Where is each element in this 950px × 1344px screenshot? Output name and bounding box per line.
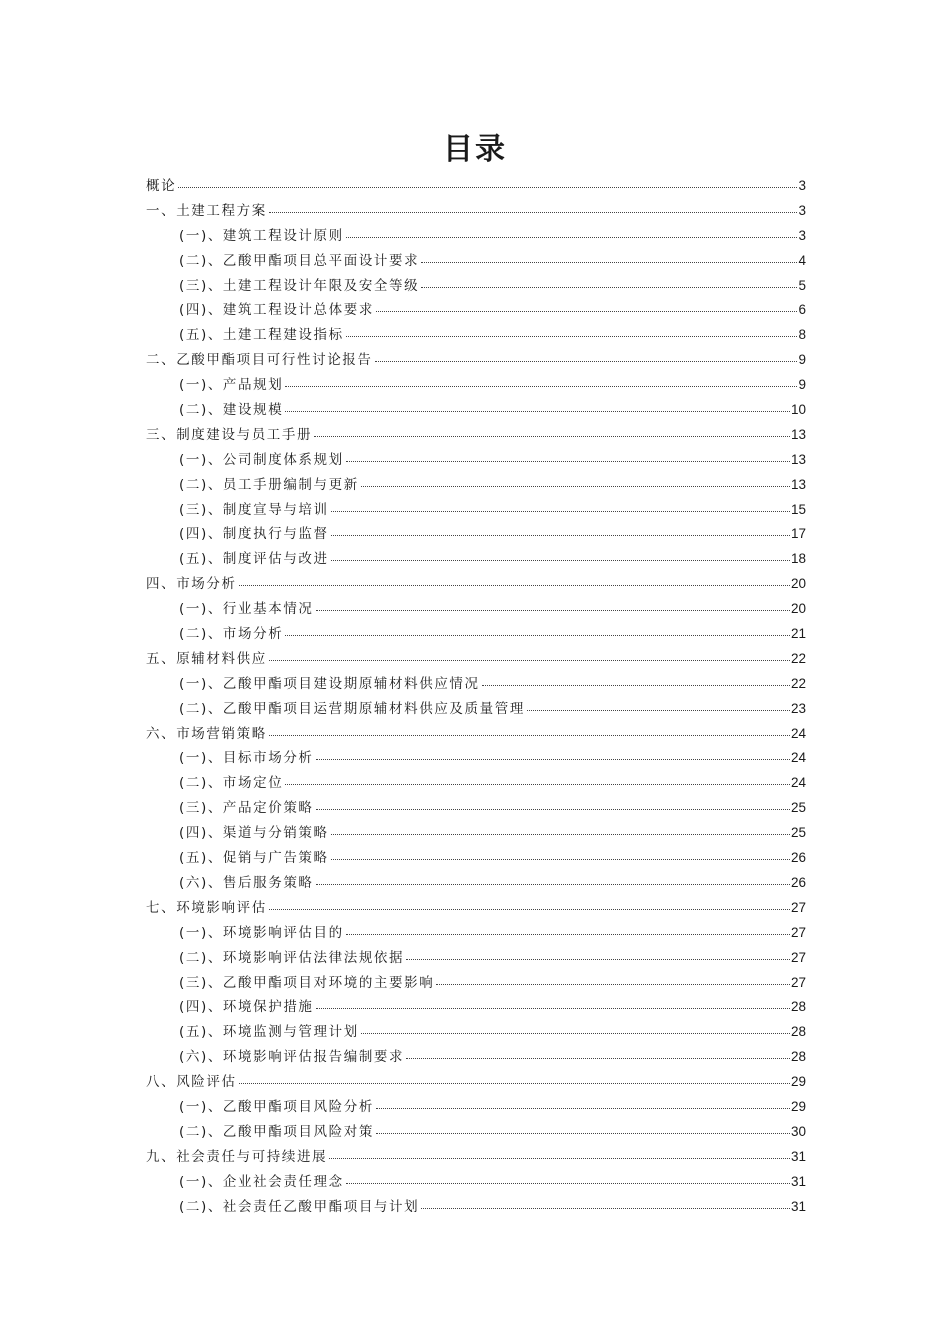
dot-leader xyxy=(376,310,798,312)
toc-entry-section[interactable] xyxy=(146,946,806,971)
toc-entry-page-number: 6 xyxy=(798,302,806,318)
dot-leader xyxy=(346,460,790,462)
dot-leader xyxy=(421,261,797,263)
dot-leader xyxy=(316,808,790,810)
dot-leader xyxy=(331,833,790,835)
toc-entry-section[interactable] xyxy=(146,672,806,697)
dot-leader xyxy=(239,1082,790,1084)
toc-entry-label: 三、制度建设与员工手册 xyxy=(146,426,313,443)
toc-entry-section[interactable] xyxy=(146,323,806,348)
toc-entry-label: 二、乙酸甲酯项目可行性讨论报告 xyxy=(146,352,373,369)
toc-entry-section[interactable] xyxy=(146,448,806,473)
toc-entry-page-number: 9 xyxy=(798,352,806,368)
toc-entry-chapter[interactable] xyxy=(146,896,806,921)
toc-entry-label: 五、原辅材料供应 xyxy=(146,650,267,667)
toc-entry-page-number: 20 xyxy=(790,576,806,592)
dot-leader xyxy=(331,559,790,561)
toc-entry-page-number: 17 xyxy=(790,526,806,542)
toc-entry-page-number: 26 xyxy=(790,850,806,866)
toc-entry-section[interactable] xyxy=(146,995,806,1020)
toc-entry-page-number: 27 xyxy=(790,899,806,915)
toc-entry-section[interactable] xyxy=(146,249,806,274)
dot-leader xyxy=(331,510,790,512)
toc-entry-page-number: 27 xyxy=(790,974,806,990)
toc-entry-page-number: 3 xyxy=(798,202,806,218)
toc-entry-section[interactable] xyxy=(146,1095,806,1120)
toc-entry-label: (五)、促销与广告策略 xyxy=(179,850,329,867)
toc-entry-label: 概论 xyxy=(146,178,177,194)
toc-entry-page-number: 24 xyxy=(790,775,806,791)
toc-entry-section[interactable] xyxy=(146,473,806,498)
toc-entry-chapter[interactable] xyxy=(146,423,806,448)
toc-entry-page-number: 27 xyxy=(790,924,806,940)
toc-entry-page-number: 4 xyxy=(798,252,806,268)
toc-entry-label: 七、环境影响评估 xyxy=(146,899,267,916)
toc-entry-label: (一)、乙酸甲酯项目风险分析 xyxy=(179,1098,374,1115)
dot-leader xyxy=(285,410,790,412)
toc-entry-page-number: 29 xyxy=(790,1098,806,1114)
toc-entry-label: (一)、行业基本情况 xyxy=(179,601,314,618)
toc-entry-page-number: 24 xyxy=(790,725,806,741)
toc-entry-section[interactable] xyxy=(146,597,806,622)
toc-entry-section[interactable] xyxy=(146,796,806,821)
dot-leader xyxy=(421,1207,790,1209)
toc-entry-section[interactable] xyxy=(146,274,806,299)
toc-entry-page-number: 5 xyxy=(798,277,806,293)
dot-leader xyxy=(346,933,790,935)
dot-leader xyxy=(331,534,790,536)
dot-leader xyxy=(178,186,797,188)
toc-entry-label: (六)、售后服务策略 xyxy=(179,874,314,891)
toc-entry-label: (四)、环境保护措施 xyxy=(179,999,314,1016)
dot-leader xyxy=(314,435,790,437)
dot-leader xyxy=(285,634,790,636)
toc-entry-page-number: 13 xyxy=(790,451,806,467)
toc-entry-label: (五)、环境监测与管理计划 xyxy=(179,1024,359,1041)
toc-entry-section[interactable] xyxy=(146,1195,806,1220)
dot-leader xyxy=(361,485,790,487)
toc-entry-page-number: 28 xyxy=(790,1024,806,1040)
dot-leader xyxy=(376,1132,790,1134)
dot-leader xyxy=(269,211,798,213)
toc-entry-section[interactable] xyxy=(146,921,806,946)
toc-entry-section[interactable] xyxy=(146,871,806,896)
toc-entry-label: (二)、社会责任乙酸甲酯项目与计划 xyxy=(179,1198,420,1215)
toc-entry-label: 九、社会责任与可持续进展 xyxy=(146,1148,328,1165)
toc-entry-label: 四、市场分析 xyxy=(146,576,237,593)
dot-leader xyxy=(376,1107,790,1109)
toc-entry-label: (一)、企业社会责任理念 xyxy=(179,1173,344,1190)
toc-entry-section[interactable] xyxy=(146,373,806,398)
toc-entry-page-number: 20 xyxy=(790,601,806,617)
toc-entry-page-number: 8 xyxy=(798,327,806,343)
toc-entry-page-number: 18 xyxy=(790,551,806,567)
dot-leader xyxy=(269,659,790,661)
dot-leader xyxy=(316,1007,790,1009)
dot-leader xyxy=(331,858,790,860)
toc-entry-section[interactable] xyxy=(146,298,806,323)
toc-entry-label: 六、市场营销策略 xyxy=(146,725,267,742)
dot-leader xyxy=(346,236,798,238)
toc-entry-section[interactable] xyxy=(146,1045,806,1070)
toc-entry-label: (二)、市场分析 xyxy=(179,626,284,643)
toc-entry-page-number: 31 xyxy=(790,1173,806,1189)
toc-entry-page-number: 22 xyxy=(790,650,806,666)
toc-entry-label: (五)、制度评估与改进 xyxy=(179,551,329,568)
toc-entry-page-number: 9 xyxy=(798,377,806,393)
toc-entry-section[interactable] xyxy=(146,1120,806,1145)
toc-entry-label: (五)、土建工程建设指标 xyxy=(179,327,344,344)
toc-entry-label: (二)、建设规模 xyxy=(179,402,284,419)
toc-entry-page-number: 25 xyxy=(790,800,806,816)
toc-entry-page-number: 23 xyxy=(790,700,806,716)
toc-entry-label: (一)、建筑工程设计原则 xyxy=(179,227,344,244)
toc-entry-page-number: 15 xyxy=(790,501,806,517)
toc-entry-section[interactable] xyxy=(146,846,806,871)
toc-entry-section[interactable] xyxy=(146,971,806,996)
toc-entry-page-number: 30 xyxy=(790,1123,806,1139)
toc-entry-chapter[interactable] xyxy=(146,348,806,373)
toc-entry-chapter[interactable] xyxy=(146,199,806,224)
toc-entry-page-number: 21 xyxy=(790,626,806,642)
dot-leader xyxy=(285,385,797,387)
toc-entry-label: (二)、市场定位 xyxy=(179,775,284,792)
toc-entry-label: (四)、建筑工程设计总体要求 xyxy=(179,302,374,319)
toc-entry-page-number: 3 xyxy=(798,178,806,193)
toc-entry-page-number: 27 xyxy=(790,949,806,965)
toc-entry-label: (三)、土建工程设计年限及安全等级 xyxy=(179,277,420,294)
toc-entry-label: (六)、环境影响评估报告编制要求 xyxy=(179,1049,405,1066)
toc-entry-section[interactable] xyxy=(146,498,806,523)
toc-entry-section[interactable] xyxy=(146,522,806,547)
toc-entry-label: (二)、乙酸甲酯项目总平面设计要求 xyxy=(179,252,420,269)
dot-leader xyxy=(239,584,790,586)
toc-entry-page-number: 24 xyxy=(790,750,806,766)
toc-entry-section[interactable] xyxy=(146,1170,806,1195)
toc-entry-section[interactable] xyxy=(146,547,806,572)
toc-entry-page-number: 31 xyxy=(790,1198,806,1214)
dot-leader xyxy=(406,1057,790,1059)
toc-list xyxy=(146,174,806,1219)
dot-leader xyxy=(316,758,790,760)
toc-entry-page-number: 31 xyxy=(790,1148,806,1164)
toc-entry-label: (一)、目标市场分析 xyxy=(179,750,314,767)
toc-entry-section[interactable] xyxy=(146,746,806,771)
toc-entry-label: (四)、制度执行与监督 xyxy=(179,526,329,543)
toc-title: 目录 xyxy=(443,132,507,167)
toc-entry-page-number: 26 xyxy=(790,874,806,890)
toc-entry-label: (二)、环境影响评估法律法规依据 xyxy=(179,949,405,966)
toc-entry-chapter[interactable] xyxy=(146,1070,806,1095)
toc-entry-page-number: 10 xyxy=(790,402,806,418)
dot-leader xyxy=(527,709,790,711)
toc-entry-section[interactable] xyxy=(146,1020,806,1045)
dot-leader xyxy=(316,609,790,611)
toc-entry-section[interactable] xyxy=(146,622,806,647)
dot-leader xyxy=(269,734,790,736)
toc-entry-page-number: 13 xyxy=(790,426,806,442)
toc-entry-section[interactable] xyxy=(146,821,806,846)
toc-entry-label: (一)、公司制度体系规划 xyxy=(179,451,344,468)
dot-leader xyxy=(329,1157,790,1159)
dot-leader xyxy=(346,335,798,337)
toc-entry-page-number: 25 xyxy=(790,825,806,841)
toc-entry-section[interactable] xyxy=(146,697,806,722)
dot-leader xyxy=(285,783,790,785)
toc-entry-chapter[interactable] xyxy=(146,572,806,597)
dot-leader xyxy=(316,883,790,885)
toc-entry-label: (一)、产品规划 xyxy=(179,377,284,394)
toc-entry-label: (二)、员工手册编制与更新 xyxy=(179,476,359,493)
toc-entry-section[interactable] xyxy=(146,224,806,249)
toc-entry-page-number: 28 xyxy=(790,999,806,1015)
dot-leader xyxy=(406,958,790,960)
toc-entry-section[interactable] xyxy=(146,398,806,423)
dot-leader xyxy=(482,684,790,686)
toc-entry-label: (四)、渠道与分销策略 xyxy=(179,825,329,842)
toc-entry-chapter[interactable] xyxy=(146,1145,806,1170)
toc-entry-page-number: 13 xyxy=(790,476,806,492)
toc-entry-label: (一)、环境影响评估目的 xyxy=(179,924,344,941)
toc-entry-label: (一)、乙酸甲酯项目建设期原辅材料供应情况 xyxy=(179,675,480,692)
toc-entry-label: (二)、乙酸甲酯项目风险对策 xyxy=(179,1123,374,1140)
toc-entry-label: 一、土建工程方案 xyxy=(146,202,267,219)
toc-entry-label: 八、风险评估 xyxy=(146,1074,237,1091)
dot-leader xyxy=(421,286,797,288)
dot-leader xyxy=(375,360,798,362)
toc-entry-page-number: 22 xyxy=(790,675,806,691)
toc-entry-label: (三)、产品定价策略 xyxy=(179,800,314,817)
toc-entry-page-number: 3 xyxy=(798,227,806,243)
toc-entry-section[interactable] xyxy=(146,771,806,796)
toc-entry-chapter[interactable] xyxy=(146,722,806,747)
dot-leader xyxy=(361,1032,790,1034)
toc-entry-label: (三)、制度宣导与培训 xyxy=(179,501,329,518)
toc-entry-page-number: 29 xyxy=(790,1074,806,1090)
toc-entry-chapter[interactable] xyxy=(146,174,806,199)
dot-leader xyxy=(436,983,790,985)
dot-leader xyxy=(269,908,790,910)
toc-entry-page-number: 28 xyxy=(790,1049,806,1065)
toc-entry-label: (二)、乙酸甲酯项目运营期原辅材料供应及质量管理 xyxy=(179,700,525,717)
toc-entry-chapter[interactable] xyxy=(146,647,806,672)
dot-leader xyxy=(346,1182,790,1184)
toc-entry-label: (三)、乙酸甲酯项目对环境的主要影响 xyxy=(179,974,435,991)
